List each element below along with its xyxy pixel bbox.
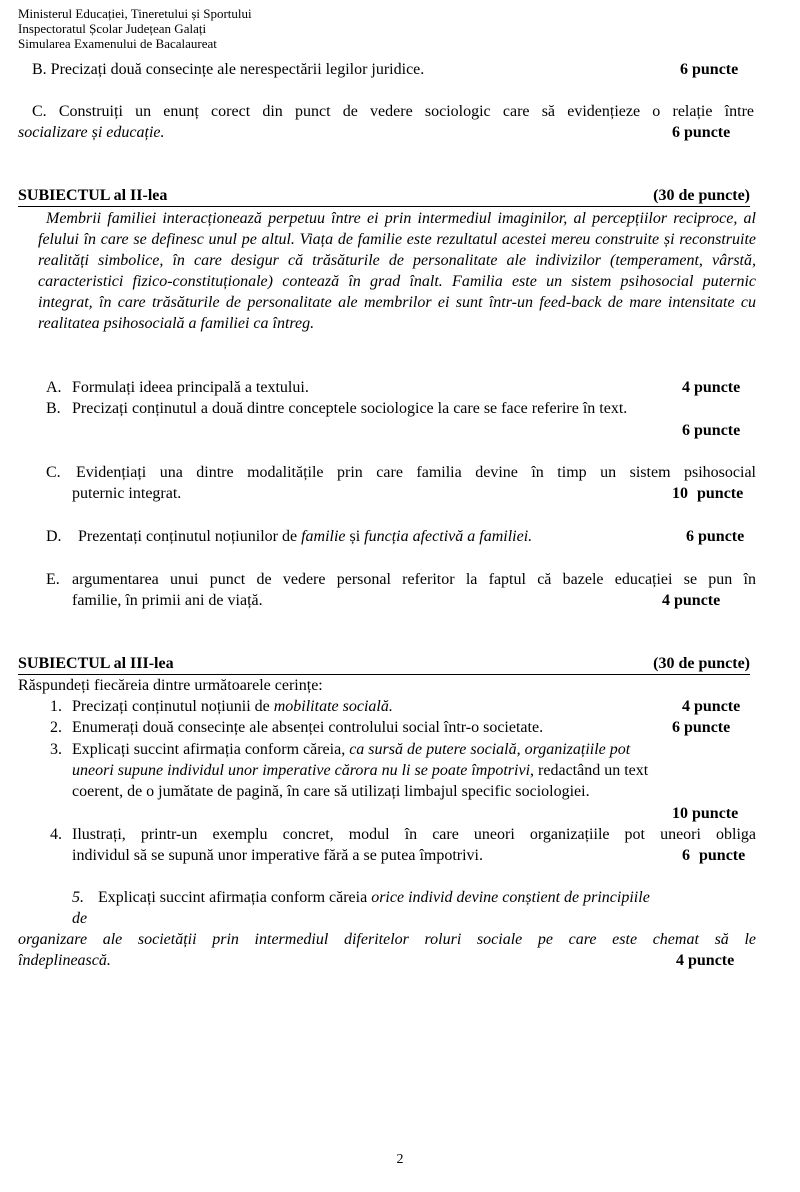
header-exam-title: Simularea Examenului de Bacalaureat xyxy=(18,36,217,51)
s3-item-1-num: 1. xyxy=(50,698,62,715)
s2-a-label: A. xyxy=(46,379,62,396)
s1-item-b-points: 6 puncte xyxy=(680,61,739,78)
s3-item-3-line1 xyxy=(72,740,630,760)
page-number: 2 xyxy=(396,1152,404,1167)
s3-item-5-quote1: orice individ devine conștient de principiile xyxy=(371,889,650,906)
s3-item-3-line2 xyxy=(72,761,648,781)
section-3-points: (30 de puncte) xyxy=(653,655,750,672)
header-inspectorate: Inspectoratul Școlar Județean Galați xyxy=(18,21,207,36)
s2-d-label: D. xyxy=(46,528,62,545)
s2-d-term-familie: familie xyxy=(301,528,346,545)
s3-item-1-text xyxy=(72,697,393,717)
s1-item-c: C. Construiți un enunț corect din punct de vedere sociologic care să evidențieze o relație între xyxy=(32,103,754,120)
section-2-heading xyxy=(18,186,750,207)
section-2-points: (30 de puncte) xyxy=(653,187,750,204)
section-3-intro: Răspundeți fiecăreia dintre următoarele cerințe: xyxy=(18,677,323,694)
s3-item-5-num: 5. xyxy=(72,889,84,906)
s2-a-points: 4 puncte xyxy=(682,379,741,396)
s3-item-2-num: 2. xyxy=(50,719,62,736)
s2-c-text-cont: puternic integrat. xyxy=(72,485,182,502)
s2-e-label: E. xyxy=(46,571,60,588)
s3-item-3-quote1: ca sursă de putere socială, organizațiile pot xyxy=(349,741,631,758)
s3-item-5-line1 xyxy=(98,888,650,908)
s1-item-c-cont: socializare și educație. xyxy=(18,124,165,141)
s3-item-5-quote2: de xyxy=(72,910,88,927)
s1-item-c-points: 6 puncte xyxy=(672,124,731,141)
s3-item-3-pre: Explicați succint afirmația conform căreia, xyxy=(72,741,346,758)
s3-item-2-points: 6 puncte xyxy=(672,719,731,736)
s3-item-5-quote4: îndeplinească. xyxy=(18,952,111,969)
s2-d-points: 6 puncte xyxy=(686,528,745,545)
s3-item-4-points: 6 puncte xyxy=(682,847,746,864)
s3-item-1-points: 4 puncte xyxy=(682,698,741,715)
s3-item-3-quote2: uneori supune individul unor imperative cărora nu li se poate împotrivi xyxy=(72,762,531,779)
s3-item-3-num: 3. xyxy=(50,741,62,758)
s2-b-points: 6 puncte xyxy=(682,422,741,439)
section-2-title: SUBIECTUL al II-lea xyxy=(18,187,168,204)
s3-item-4-text: Ilustrați, printr-un exemplu concret, modul în care uneori organizațiile pot uneori obliga xyxy=(72,826,756,843)
s3-item-5-points: 4 puncte xyxy=(676,952,735,969)
s2-a-text: Formulați ideea principală a textului. xyxy=(72,379,309,396)
s3-item-4-text-cont: individul să se supună unor imperative fără a se putea împotrivi. xyxy=(72,847,483,864)
s2-b-text: Precizați conținutul a două dintre conceptele sociologice la care se face referire în text. xyxy=(72,400,628,417)
s2-e-text: argumentarea unui punct de vedere personal referitor la faptul că bazele educației se pun în xyxy=(72,571,756,588)
s1-item-b: B. Precizați două consecințe ale nerespectării legilor juridice. xyxy=(32,61,425,78)
s2-c-label: C. xyxy=(46,464,61,481)
header-ministry: Ministerul Educației, Tineretului și Sportului xyxy=(18,6,252,21)
s2-c-text: Evidențiați una dintre modalitățile prin care familia devine în timp un sistem psihosocial xyxy=(76,464,756,481)
s3-item-2-text: Enumerați două consecințe ale absenței controlului social într-o societate. xyxy=(72,719,544,736)
s3-item-1-pre: Precizați conținutul noțiunii de xyxy=(72,698,270,715)
s3-item-5-quote3: organizare ale societății prin intermediul diferitelor roluri sociale pe care este chemat să le xyxy=(18,931,756,948)
section-3-title: SUBIECTUL al III-lea xyxy=(18,655,174,672)
section-2-passage: Membrii familiei interacționează perpetuu între ei prin intermediul imaginilor, al percepțiilor reciproce, al felului în care se definesc unul pe altul. Viața de familie este rezultatul acestei mereu construite și reconstruite realități simbolice, în care desigur că trăsăturile de personalitate ale indivizilor (temperament, vârstă, caracteristici fizico-constituționale) contează în grad înalt. Familia este un sistem psihosocial puternic integrat, în care trăsăturile de personalitate ale membrilor ei sunt într-un feed-back de mare intensitate cu realitatea psihosocială a familiei ca întreg. xyxy=(38,210,756,332)
s2-d-text xyxy=(78,527,532,547)
section-3-heading xyxy=(18,654,750,675)
s3-item-1-term: mobilitate socială. xyxy=(273,698,393,715)
s3-item-5-pre: Explicați succint afirmația conform căreia xyxy=(98,889,368,906)
s2-d-and: și xyxy=(349,528,361,545)
s3-item-3-points: 10 puncte xyxy=(672,805,739,822)
s2-c-points: 10 puncte xyxy=(672,485,744,502)
s3-item-3-line3: coerent, de o jumătate de pagină, în care să utilizați limbajul specific sociologiei. xyxy=(72,783,590,800)
s2-d-text-pre: Prezentați conținutul noțiunilor de xyxy=(78,528,298,545)
s3-item-3-post: , redactând un text xyxy=(530,762,649,779)
s2-d-term-functia: funcția afectivă a familiei. xyxy=(364,528,533,545)
s2-e-text-cont: familie, în primii ani de viață. xyxy=(72,592,263,609)
s2-b-label: B. xyxy=(46,400,61,417)
s2-e-points: 4 puncte xyxy=(662,592,721,609)
s3-item-4-num: 4. xyxy=(50,826,62,843)
